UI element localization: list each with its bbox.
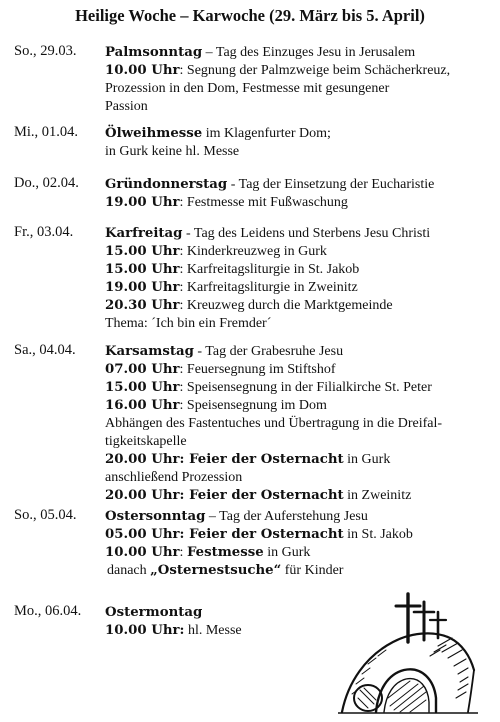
event-line xyxy=(105,278,497,296)
event-line xyxy=(105,142,497,160)
feast-name: Ostersonntag xyxy=(105,509,206,524)
event-time: 20.00 Uhr: Feier der Osternacht xyxy=(105,488,344,503)
day-date: Mi., 01.04. xyxy=(14,124,79,140)
event-line xyxy=(105,175,497,193)
event-line xyxy=(105,124,497,142)
event-text: Passion xyxy=(105,99,148,114)
event-line xyxy=(105,260,497,278)
day-lines xyxy=(105,224,497,332)
event-line xyxy=(105,360,497,378)
event-text: in Gurk xyxy=(263,545,311,560)
feast-name: Karsamstag xyxy=(105,344,194,359)
day-lines xyxy=(105,342,497,504)
event-line xyxy=(105,342,497,360)
event-line xyxy=(105,432,497,450)
event-line xyxy=(105,414,497,432)
event-time: 10.00 Uhr xyxy=(105,63,180,78)
event-time: 19.00 Uhr xyxy=(105,280,180,295)
event-text: : Kinderkreuzweg in Gurk xyxy=(179,244,327,259)
event-text: anschließend Prozession xyxy=(105,470,243,485)
day-lines xyxy=(105,43,497,115)
day-lines xyxy=(105,124,497,160)
event-line xyxy=(105,296,497,314)
event-time: 15.00 Uhr xyxy=(105,380,180,395)
day-date: Sa., 04.04. xyxy=(14,342,76,358)
event-line xyxy=(105,61,497,79)
event-line xyxy=(105,507,497,525)
event-line xyxy=(105,561,497,579)
event-text: : Speisensegnung im Dom xyxy=(179,398,327,413)
event-text: – Tag der Auferstehung Jesu xyxy=(205,509,368,524)
event-line xyxy=(105,486,497,504)
event-text: tigkeitskapelle xyxy=(105,434,187,449)
event-line xyxy=(105,79,497,97)
event-time: 05.00 Uhr: Feier der Osternacht xyxy=(105,527,344,542)
event-text: - Tag der Grabesruhe Jesu xyxy=(193,344,344,359)
event-text: : Segnung der Palmzweige beim Schächerkreuz, xyxy=(179,63,451,78)
event-text: für Kinder xyxy=(281,563,344,578)
day-date: Fr., 03.04. xyxy=(14,224,74,240)
event-line xyxy=(105,468,497,486)
event-line xyxy=(105,396,497,414)
event-line xyxy=(105,543,497,561)
feast-name: Ostermontag xyxy=(105,605,203,620)
event-text: Abhängen des Fastentuches und Übertragung in die Dreifal- xyxy=(105,416,443,431)
event-time: 10.00 Uhr xyxy=(105,545,180,560)
event-line xyxy=(105,43,497,61)
event-text: in Gurk xyxy=(343,452,391,467)
event-time: 07.00 Uhr xyxy=(105,362,180,377)
feast-name: Karfreitag xyxy=(105,226,183,241)
event-text: im Klagenfurter Dom; xyxy=(202,126,331,141)
event-line xyxy=(105,193,497,211)
event-text: Thema: ´Ich bin ein Fremder´ xyxy=(105,316,272,331)
event-text: Prozession in den Dom, Festmesse mit gesungener xyxy=(105,81,390,96)
event-line xyxy=(105,242,497,260)
event-time: 15.00 Uhr xyxy=(105,244,180,259)
feast-name: Ölweihmesse xyxy=(105,126,203,141)
event-text: : Karfreitagsliturgie in St. Jakob xyxy=(179,262,360,277)
event-text: : Festmesse mit Fußwaschung xyxy=(179,195,348,210)
event-time: 16.00 Uhr xyxy=(105,398,180,413)
event-text: - Tag der Einsetzung der Eucharistie xyxy=(227,177,435,192)
event-time: 20.30 Uhr xyxy=(105,298,180,313)
feast-name: Palmsonntag xyxy=(105,45,203,60)
event-text: in St. Jakob xyxy=(343,527,413,542)
day-date: Mo., 06.04. xyxy=(14,603,82,619)
day-date: Do., 02.04. xyxy=(14,175,79,191)
event-text: - Tag des Leidens und Sterbens Jesu Christi xyxy=(182,226,431,241)
day-date: So., 29.03. xyxy=(14,43,77,59)
event-time: 15.00 Uhr xyxy=(105,262,180,277)
event-text: : Feuersegnung im Stiftshof xyxy=(179,362,336,377)
event-text: : Kreuzweg durch die Marktgemeinde xyxy=(179,298,393,313)
page-title: Heilige Woche – Karwoche (29. März bis 5. April) xyxy=(75,6,425,25)
day-lines xyxy=(105,175,497,211)
day-lines xyxy=(105,507,497,579)
event-line xyxy=(105,97,497,115)
event-time: 10.00 Uhr: xyxy=(105,623,185,638)
event-text: in Zweinitz xyxy=(343,488,412,503)
event-text: : Speisensegnung in der Filialkirche St. Peter xyxy=(179,380,432,395)
event-line xyxy=(105,525,497,543)
event-text: in Gurk keine hl. Messe xyxy=(105,144,240,159)
event-text: – Tag des Einzuges Jesu in Jerusalem xyxy=(202,45,416,60)
event-text: : xyxy=(179,545,187,560)
feast-name: Gründonnerstag xyxy=(105,177,228,192)
event-text: hl. Messe xyxy=(184,623,242,638)
event-time: 19.00 Uhr xyxy=(105,195,180,210)
event-highlight: „Osternestsuche“ xyxy=(150,563,282,578)
three-crosses-tomb-icon xyxy=(338,586,478,716)
event-time: 20.00 Uhr: Feier der Osternacht xyxy=(105,452,344,467)
day-date: So., 05.04. xyxy=(14,507,77,523)
event-text: : Karfreitagsliturgie in Zweinitz xyxy=(179,280,358,295)
event-line xyxy=(105,378,497,396)
event-line xyxy=(105,314,497,332)
event-highlight: Festmesse xyxy=(186,545,264,560)
event-line xyxy=(105,450,497,468)
event-line xyxy=(105,224,497,242)
event-text: danach xyxy=(107,563,151,578)
